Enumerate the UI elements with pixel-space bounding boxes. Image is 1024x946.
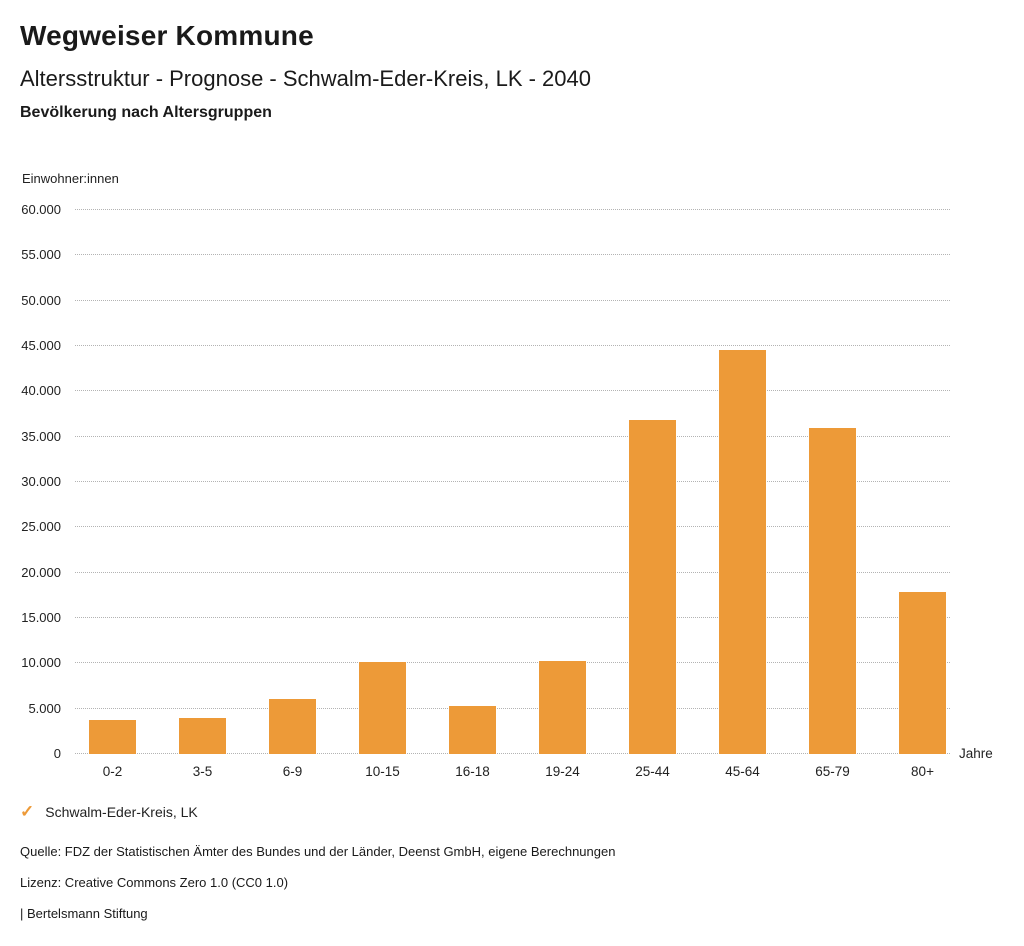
legend-label: Schwalm-Eder-Kreis, LK (45, 803, 198, 820)
y-tick-label: 50.000 (21, 292, 61, 308)
bar-16-18[interactable] (449, 706, 496, 754)
x-axis-unit-label: Jahre (959, 746, 993, 761)
x-tick-label: 25-44 (635, 764, 670, 779)
y-tick-label: 20.000 (21, 564, 61, 580)
y-tick-label: 15.000 (21, 610, 61, 626)
bar-65-79[interactable] (809, 428, 856, 754)
source-text: Quelle: FDZ der Statistischen Ämter des Bundes und der Länder, Deenst GmbH, eigene Berechnungen (20, 844, 616, 859)
y-tick-label: 0 (53, 746, 61, 762)
chart-subtitle: Bevölkerung nach Altersgruppen (20, 104, 272, 121)
bar-25-44[interactable] (629, 420, 676, 754)
x-tick-label: 19-24 (545, 764, 580, 779)
bar-10-15[interactable] (359, 662, 406, 754)
gridline (21, 247, 950, 263)
y-tick-label: 40.000 (21, 383, 61, 399)
bar-3-5[interactable] (179, 718, 226, 754)
gridline (21, 338, 950, 354)
x-tick-label: 0-2 (102, 764, 123, 779)
x-tick-label: 45-64 (725, 764, 760, 779)
y-tick-label: 45.000 (21, 338, 61, 354)
y-tick-label: 30.000 (21, 474, 61, 490)
bar-45-64[interactable] (719, 350, 766, 754)
x-tick-label: 16-18 (455, 764, 490, 779)
gridline (21, 292, 950, 308)
x-tick-label: 6-9 (282, 764, 303, 779)
x-tick-label: 10-15 (365, 764, 400, 779)
bar-6-9[interactable] (269, 699, 316, 754)
check-icon: ✓ (20, 802, 35, 821)
page-title: Wegweiser Kommune (20, 20, 314, 51)
license-text: Lizenz: Creative Commons Zero 1.0 (CC0 1.0) (20, 875, 289, 890)
chart-title: Altersstruktur - Prognose - Schwalm-Eder-Kreis, LK - 2040 (20, 66, 591, 91)
y-tick-label: 55.000 (21, 247, 61, 263)
bar-0-2[interactable] (89, 720, 136, 754)
bar-19-24[interactable] (539, 661, 586, 754)
gridline (21, 202, 950, 218)
bar-chart-plot (21, 202, 993, 779)
bar-80+[interactable] (899, 592, 946, 754)
gridline (21, 383, 950, 399)
attribution-text: | Bertelsmann Stiftung (20, 906, 148, 921)
x-tick-label: 3-5 (192, 764, 213, 779)
x-tick-label: 65-79 (815, 764, 850, 779)
y-tick-label: 25.000 (21, 519, 61, 535)
y-axis-unit-label: Einwohner:innen (22, 171, 119, 186)
y-tick-label: 35.000 (21, 428, 61, 444)
y-tick-label: 60.000 (21, 202, 61, 218)
x-tick-label: 80+ (911, 764, 934, 779)
legend-item[interactable] (20, 803, 198, 820)
y-tick-label: 5.000 (28, 700, 61, 716)
y-tick-label: 10.000 (21, 655, 61, 671)
